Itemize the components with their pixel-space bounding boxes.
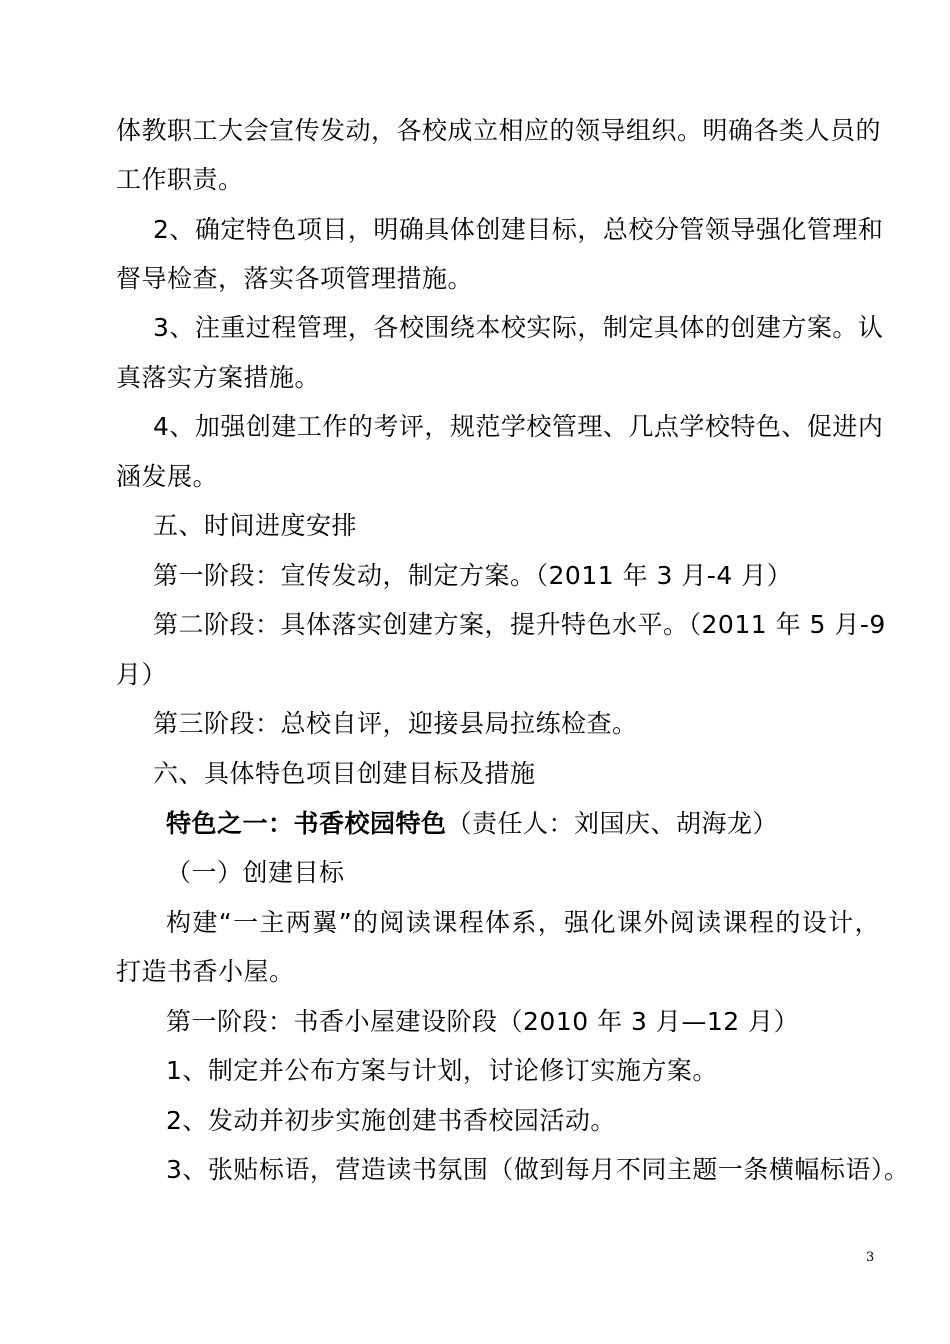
text-line: 打造书香小屋。 xyxy=(116,957,295,986)
text-line: 真落实方案措施。 xyxy=(116,363,321,392)
stage-heading: 第一阶段：书香小屋建设阶段（2010 年 3 月—12 月） xyxy=(166,1007,800,1036)
list-item: 3、张贴标语，营造读书氛围（做到每月不同主题一条横幅标语）。 xyxy=(166,1155,910,1184)
page-number: 3 xyxy=(866,1250,875,1265)
text-line: 涵发展。 xyxy=(116,462,219,491)
section-heading-schedule: 五、时间进度安排 xyxy=(153,511,358,540)
stage-two: 第二阶段：具体落实创建方案，提升特色水平。（2011 年 5 月-9 xyxy=(153,610,886,639)
feature-owner: （责任人：刘国庆、胡海龙） xyxy=(446,809,779,838)
subheading-goal: （一）创建目标 xyxy=(166,858,345,887)
text-line: 月） xyxy=(116,660,168,689)
text-line: 构建“一主两翼”的阅读课程体系，强化课外阅读课程的设计， xyxy=(166,908,880,937)
list-item: 2、发动并初步实施创建书香校园活动。 xyxy=(166,1106,616,1135)
list-item: 1、制定并公布方案与计划，讨论修订实施方案。 xyxy=(166,1056,718,1085)
feature-heading xyxy=(166,799,930,849)
stage-three: 第三阶段：总校自评，迎接县局拉练检查。 xyxy=(153,709,638,738)
list-item-2: 2、确定特色项目，明确具体创建目标，总校分管领导强化管理和 xyxy=(153,215,884,244)
list-item-4: 4、加强创建工作的考评，规范学校管理、几点学校特色、促进内 xyxy=(153,412,884,441)
list-item-3: 3、注重过程管理，各校围绕本校实际，制定具体的创建方案。认 xyxy=(153,313,884,342)
section-heading-projects: 六、具体特色项目创建目标及措施 xyxy=(153,759,536,788)
text-line: 工作职责。 xyxy=(116,165,244,194)
stage-one: 第一阶段：宣传发动，制定方案。（2011 年 3 月-4 月） xyxy=(153,561,793,590)
feature-title: 特色之一：书香校园特色 xyxy=(166,809,447,838)
text-line: 体教职工大会宣传发动，各校成立相应的领导组织。明确各类人员的 xyxy=(116,116,882,145)
text-line: 督导检查，落实各项管理措施。 xyxy=(116,264,474,293)
